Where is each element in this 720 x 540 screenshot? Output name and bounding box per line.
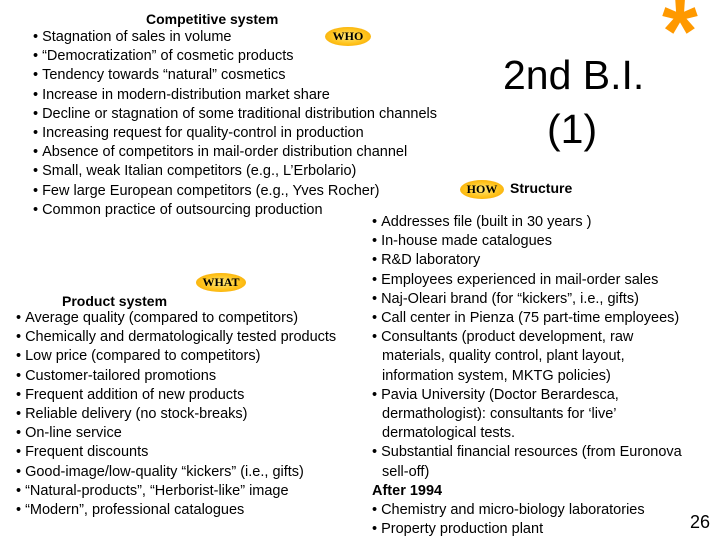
list-item: • On-line service	[16, 424, 336, 443]
list-item: • Customer-tailored promotions	[16, 367, 336, 386]
list-item: • Pavia University (Doctor Berardesca,	[372, 386, 682, 405]
list-item-continuation: information system, MKTG policies)	[382, 367, 611, 384]
page-number: 26	[690, 512, 711, 532]
list-item-continuation: dermathologist): consultants for ‘live’	[382, 406, 617, 423]
list-item: • Low price (compared to competitors)	[16, 347, 336, 366]
slide-title: 2nd B.I.	[503, 52, 645, 98]
list-item: • Average quality (compared to competitors)	[16, 309, 336, 328]
list-item: • Property production plant	[372, 520, 682, 539]
list-item: • “Modern”, professional catalogues	[16, 501, 336, 520]
competitive-system-heading: Competitive system	[146, 11, 279, 27]
list-item-continuation: sell-off)	[382, 463, 430, 480]
list-item: • Absence of competitors in mail-order distribution channel	[33, 143, 437, 162]
how-badge: HOW	[460, 180, 504, 199]
list-item-continuation: dermatological tests.	[382, 425, 515, 442]
who-badge: WHO	[325, 27, 371, 46]
product-system-list	[16, 309, 336, 520]
list-item: • “Democratization” of cosmetic products	[33, 47, 437, 66]
list-item: • Call center in Pienza (75 part-time employees)	[372, 309, 682, 328]
list-item: • Naj-Oleari brand (for “kickers”, i.e., gifts)	[372, 290, 682, 309]
list-item: • Small, weak Italian competitors (e.g., L’Erbolario)	[33, 162, 437, 181]
list-item: • Chemistry and micro-biology laboratories	[372, 501, 682, 520]
list-item: • R&D laboratory	[372, 251, 682, 270]
what-badge: WHAT	[196, 273, 246, 292]
structure-heading: Structure	[510, 180, 573, 196]
list-item: • “Natural-products”, “Herborist-like” image	[16, 482, 336, 501]
list-item: • Substantial financial resources (from Euronova	[372, 443, 682, 462]
list-item: • Decline or stagnation of some traditional distribution channels	[33, 105, 437, 124]
list-item: • Increasing request for quality-control in production	[33, 124, 437, 143]
list-item: • Frequent addition of new products	[16, 386, 336, 405]
list-item: • Reliable delivery (no stock-breaks)	[16, 405, 336, 424]
list-item: • Common practice of outsourcing production	[33, 201, 437, 220]
list-item: • Tendency towards “natural” cosmetics	[33, 66, 437, 85]
list-item: • Increase in modern-distribution market share	[33, 86, 437, 105]
product-system-heading: Product system	[62, 293, 168, 309]
after-1994-subheading: After 1994	[372, 482, 443, 499]
list-item-continuation: materials, quality control, plant layout,	[382, 348, 625, 365]
list-item: • Stagnation of sales in volume	[33, 28, 437, 47]
list-item: • Chemically and dermatologically tested products	[16, 328, 336, 347]
list-item: • Good-image/low-quality “kickers” (i.e., gifts)	[16, 463, 336, 482]
list-item: • Employees experienced in mail-order sales	[372, 271, 682, 290]
list-item: • In-house made catalogues	[372, 232, 682, 251]
competitive-system-list	[33, 28, 437, 220]
list-item: • Few large European competitors (e.g., Yves Rocher)	[33, 182, 437, 201]
asterisk-icon: *	[662, 0, 698, 83]
list-item: • Addresses file (built in 30 years )	[372, 213, 682, 232]
slide-title-number: (1)	[547, 106, 598, 152]
list-item: • Consultants (product development, raw	[372, 328, 682, 347]
structure-list	[372, 213, 682, 539]
list-item: • Frequent discounts	[16, 443, 336, 462]
